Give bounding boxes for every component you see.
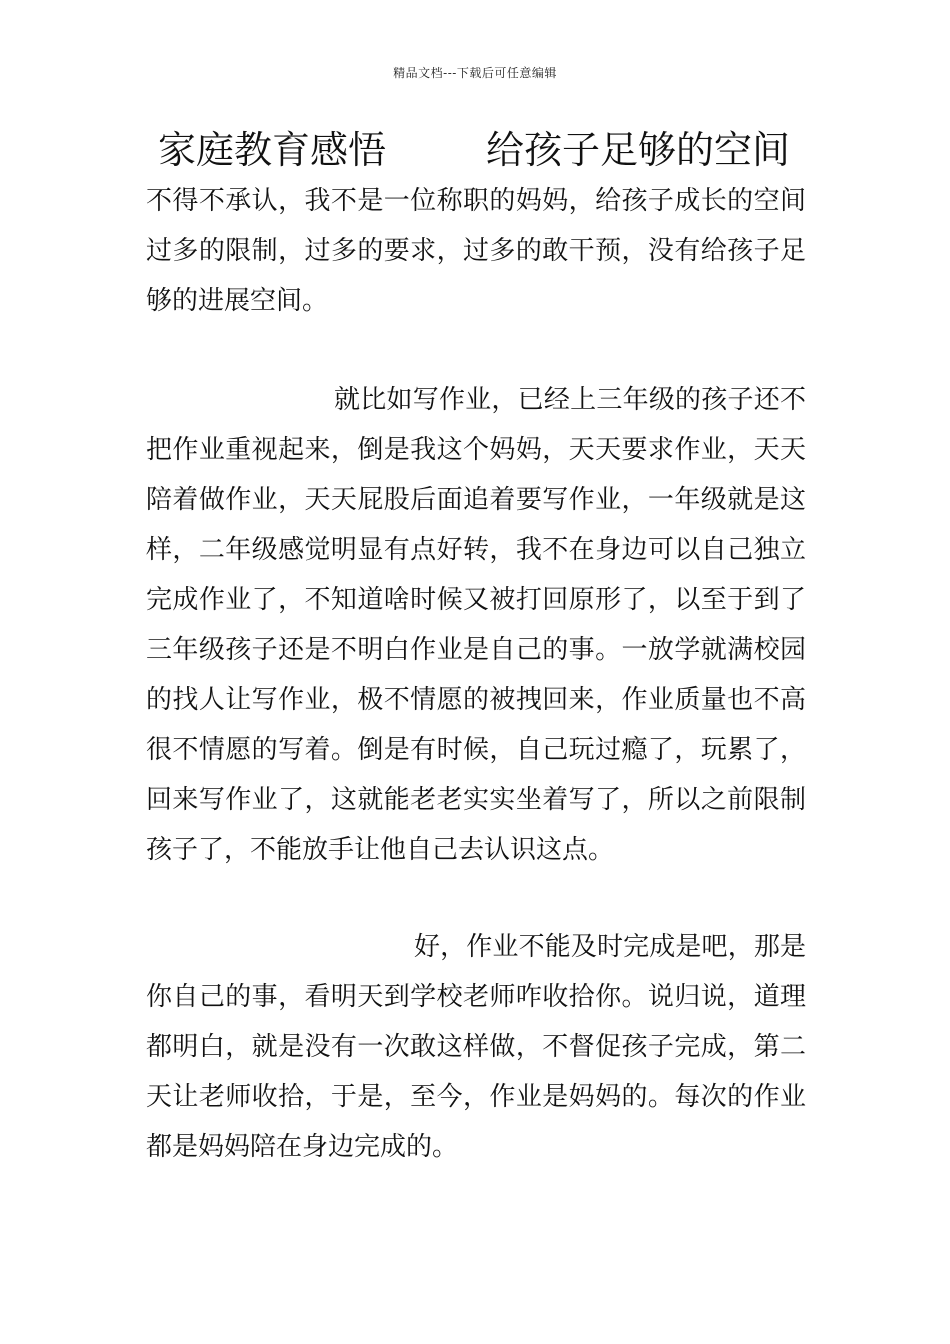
page-header: 精品文档---下载后可任意编辑	[393, 66, 557, 80]
paragraph-3: 好，作业不能及时完成是吧，那是你自己的事，看明天到学校老师咋收拾你。说归说，道理都明白，就是没有一次敢这样做，不督促孩子完成，第二天让老师收拾，于是，至今，作业是妈妈的。每次的作业都是妈妈陪在身边完成的。	[146, 932, 806, 1162]
document-title	[158, 124, 818, 176]
paragraph-1: 不得不承认，我不是一位称职的妈妈，给孩子成长的空间过多的限制，过多的要求，过多的敢干预，没有给孩子足够的进展空间。	[146, 186, 806, 316]
title-part-2: 给孩子足够的空间	[486, 128, 791, 172]
title-part-1: 家庭教育感悟	[158, 128, 387, 172]
paragraph-2: 就比如写作业，已经上三年级的孩子还不把作业重视起来，倒是我这个妈妈，天天要求作业，天天陪着做作业，天天屁股后面追着要写作业，一年级就是这样，二年级感觉明显有点好转，我不在身边可以自己独立完成作业了，不知道啥时候又被打回原形了，以至于到了三年级孩子还是不明白作业是自己的事。一放学就满校园的找人让写作业，极不情愿的被拽回来，作业质量也不高很不情愿的写着。倒是有时候，自己玩过瘾了，玩累了，回来写作业了，这就能老老实实坐着写了，所以之前限制孩子了，不能放手让他自己去认识这点。	[146, 385, 806, 865]
